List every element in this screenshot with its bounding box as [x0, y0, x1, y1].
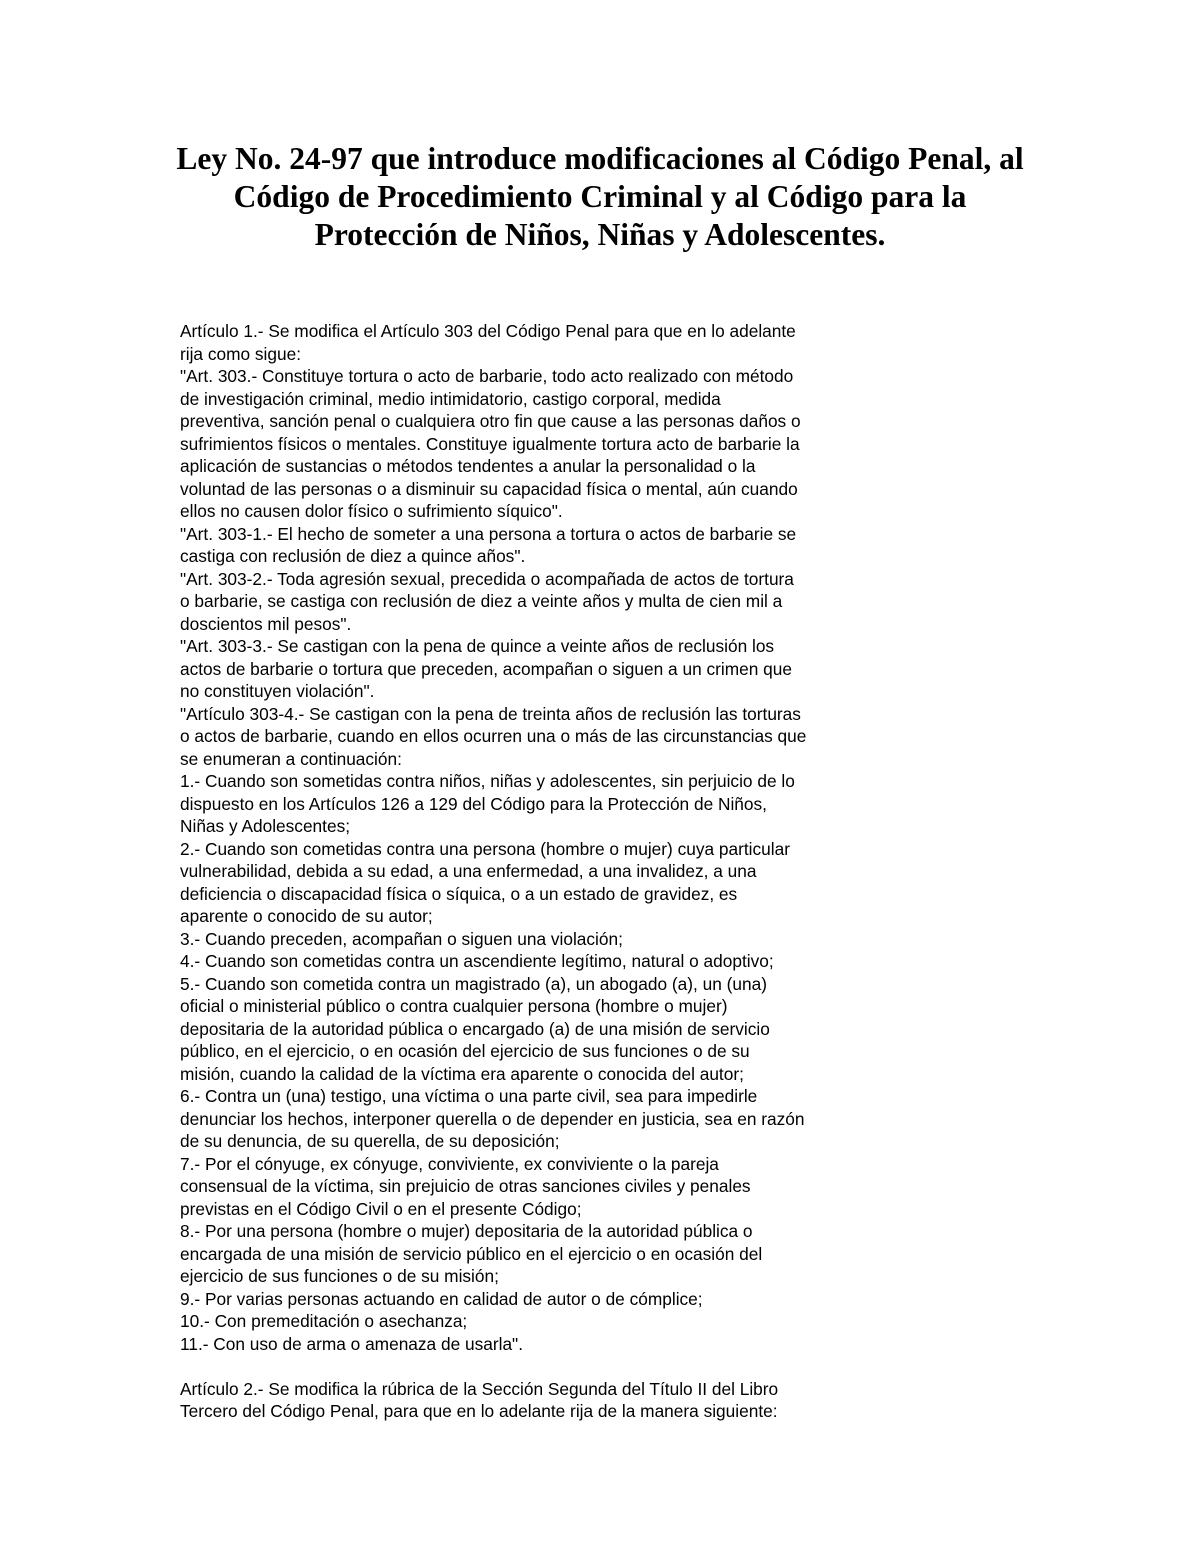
body-line: no constituyen violación". — [180, 681, 375, 701]
document-body — [180, 320, 1080, 1423]
body-line: 1.- Cuando son sometidas contra niños, niñas y adolescentes, sin perjuicio de lo — [180, 771, 795, 791]
body-line: 4.- Cuando son cometidas contra un ascendiente legítimo, natural o adoptivo; — [180, 951, 774, 971]
body-line: oficial o ministerial público o contra cualquier persona (hombre o mujer) — [180, 996, 728, 1016]
body-line: doscientos mil pesos". — [180, 613, 352, 634]
title-line: Protección de Niños, Niñas y Adolescentes. — [314, 217, 886, 252]
body-line: de su denuncia, de su querella, de su deposición; — [180, 1131, 560, 1151]
body-line: voluntad de las personas o a disminuir su capacidad física o mental, aún cuando — [180, 478, 798, 499]
body-line: "Art. 303-1.- El hecho de someter a una persona a tortura o actos de barbarie se — [180, 523, 797, 544]
body-line: misión, cuando la calidad de la víctima era aparente o conocida del autor; — [180, 1063, 744, 1084]
title-line: Código de Procedimiento Criminal y al Código para la — [233, 179, 967, 214]
body-line: "Art. 303-2.- Toda agresión sexual, precedida o acompañada de actos de tortura — [180, 568, 794, 589]
body-line: vulnerabilidad, debida a su edad, a una enfermedad, a una invalidez, a una — [180, 861, 757, 881]
body-line: Tercero del Código Penal, para que en lo adelante rija de la manera siguiente: — [180, 1401, 778, 1421]
body-line: rija como sigue: — [180, 343, 302, 364]
body-line: 3.- Cuando preceden, acompañan o siguen una violación; — [180, 928, 623, 949]
body-line: de investigación criminal, medio intimidatorio, castigo corporal, medida — [180, 388, 721, 409]
body-line: dispuesto en los Artículos 126 a 129 del Código para la Protección de Niños, — [180, 793, 767, 814]
body-line: aparente o conocido de su autor; — [180, 906, 433, 926]
body-line: o actos de barbarie, cuando en ellos ocurren una o más de las circunstancias que — [180, 726, 807, 746]
body-line: público, en el ejercicio, o en ocasión del ejercicio de sus funciones o de su — [180, 1041, 750, 1061]
paragraph-gap — [180, 1355, 1080, 1378]
document-title — [130, 140, 1070, 254]
body-line: o barbarie, se castiga con reclusión de diez a veinte años y multa de cien mil a — [180, 591, 783, 611]
body-line: ellos no causen dolor físico o sufrimiento síquico". — [180, 501, 563, 521]
body-line: depositaria de la autoridad pública o encargado (a) de una misión de servicio — [180, 1018, 770, 1039]
article-2 — [180, 1378, 1080, 1423]
body-line: 11.- Con uso de arma o amenaza de usarla". — [180, 1333, 523, 1354]
body-line: 9.- Por varias personas actuando en calidad de autor o de cómplice; — [180, 1288, 703, 1309]
body-line: se enumeran a continuación: — [180, 748, 402, 769]
body-line: 6.- Contra un (una) testigo, una víctima o una parte civil, sea para impedirle — [180, 1086, 758, 1106]
body-line: preventiva, sanción penal o cualquiera otro fin que cause a las personas daños o — [180, 411, 801, 431]
body-line: sufrimientos físicos o mentales. Constituye igualmente tortura acto de barbarie la — [180, 433, 800, 454]
body-line: Artículo 2.- Se modifica la rúbrica de la Sección Segunda del Título II del Libro — [180, 1378, 779, 1399]
body-line: castiga con reclusión de diez a quince años". — [180, 546, 526, 566]
body-line: ejercicio de sus funciones o de su misión; — [180, 1266, 499, 1286]
body-line: Artículo 1.- Se modifica el Artículo 303 del Código Penal para que en lo adelante — [180, 321, 796, 341]
body-line: "Art. 303.- Constituye tortura o acto de barbarie, todo acto realizado con método — [180, 366, 794, 386]
body-line: actos de barbarie o tortura que preceden, acompañan o siguen a un crimen que — [180, 658, 792, 679]
body-line: 5.- Cuando son cometida contra un magistrado (a), un abogado (a), un (una) — [180, 973, 767, 994]
body-line: 2.- Cuando son cometidas contra una persona (hombre o mujer) cuya particular — [180, 838, 790, 859]
body-line: 10.- Con premeditación o asechanza; — [180, 1311, 468, 1331]
body-line: encargada de una misión de servicio público en el ejercicio o en ocasión del — [180, 1243, 763, 1264]
title-line: Ley No. 24-97 que introduce modificaciones al Código Penal, al — [176, 141, 1024, 176]
body-line: "Artículo 303-4.- Se castigan con la pena de treinta años de reclusión las torturas — [180, 703, 801, 724]
body-line: "Art. 303-3.- Se castigan con la pena de quince a veinte años de reclusión los — [180, 636, 775, 656]
body-line: denunciar los hechos, interponer querella o de depender en justicia, sea en razón — [180, 1108, 805, 1129]
body-line: consensual de la víctima, sin prejuicio de otras sanciones civiles y penales — [180, 1176, 751, 1196]
body-line: deficiencia o discapacidad física o síquica, o a un estado de gravidez, es — [180, 883, 738, 904]
body-line: previstas en el Código Civil o en el presente Código; — [180, 1198, 582, 1219]
body-line: aplicación de sustancias o métodos tendentes a anular la personalidad o la — [180, 456, 756, 476]
article-1 — [180, 320, 1080, 1355]
body-line: Niñas y Adolescentes; — [180, 816, 351, 836]
body-line: 7.- Por el cónyuge, ex cónyuge, conviviente, ex conviviente o la pareja — [180, 1153, 719, 1174]
body-line: 8.- Por una persona (hombre o mujer) depositaria de la autoridad pública o — [180, 1221, 753, 1241]
